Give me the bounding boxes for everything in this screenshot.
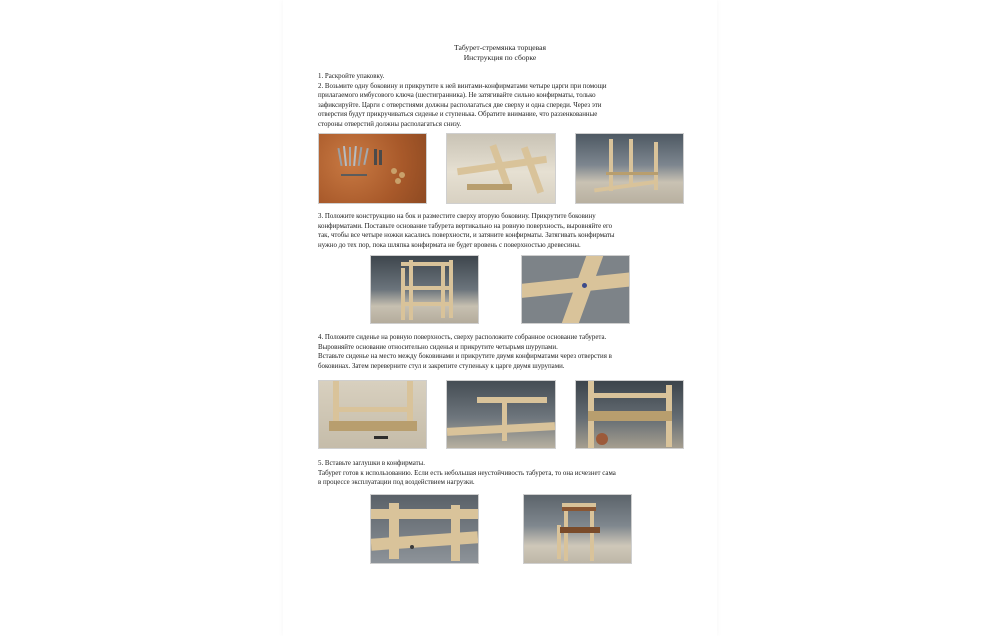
photo-base-assembled: [370, 255, 479, 324]
photo-seat-attach: [318, 380, 427, 449]
text-line: так, чтобы все четыре ножки касались поверхности, и затяните конфирматы. Затягивать конфирматы: [318, 232, 615, 240]
text-line: нужно до тех пор, пока шляпка конфирмата не будет вровень с поверхностью древесины.: [318, 241, 581, 249]
photo-side-with-rails: [446, 133, 556, 204]
text-line: зафиксируйте. Царги с отверстиями должны располагаться две сверху и одна спереди. Через эти: [318, 101, 602, 109]
text-line: в процессе эксплуатации под воздействием нагрузки.: [318, 479, 475, 487]
step-3-text: [318, 212, 688, 250]
text-line: Вставьте сиденье на место между боковинами и прикрутите двумя конфирматами через отверстия в: [318, 353, 612, 361]
text-line: боковинах. Затем переверните стул и закрепите ступеньку к царге двумя шурупами.: [318, 362, 565, 370]
text-line: стороны отверстий должны располагаться снизу.: [318, 120, 462, 128]
instruction-page: [283, 0, 717, 636]
text-line: 1. Раскройте упаковку.: [318, 73, 385, 80]
text-line: 2. Возьмите одну боковину и прикрутите к ней винтами-конфирматами четыре царги при помощи: [318, 82, 607, 90]
step-4-text: [318, 333, 688, 371]
text-line: прилагаемого имбусового ключа (шестигранника). Не затягивайте сильно конфирматы, только: [318, 92, 596, 100]
title-line-1: Табурет-стремянка торцевая: [454, 43, 546, 52]
text-line: 5. Вставьте заглушки в конфирматы.: [318, 460, 425, 467]
photo-frame-standing: [575, 133, 684, 204]
step-1-2-text: [318, 72, 688, 130]
text-line: конфирматами. Поставьте основание табурета вертикально на ровную поверхность, выровняйте его: [318, 222, 613, 230]
text-line: отверстия будут прикручиваться сиденье и ступенька. Обратите внимание, что раззенкованные: [318, 111, 598, 119]
document-title: [283, 43, 717, 63]
text-line: 4. Положите сиденье на ровную поверхность, сверху расположите собранное основание табурета.: [318, 334, 607, 341]
photo-caps-inserted: [370, 494, 479, 564]
photo-step-attach: [575, 380, 684, 449]
text-line: 3. Положите конструкцию на бок и разместите сверху вторую боковину. Прикрутите боковину: [318, 213, 596, 220]
text-line: Выровняйте основание относительно сиденья и прикрутите четырьмя шурупами.: [318, 343, 558, 351]
photo-hardware-parts: [318, 133, 427, 204]
photo-finished-stool: [523, 494, 632, 564]
title-line-2: Инструкция по сборке: [463, 53, 537, 62]
text-line: Табурет готов к использованию. Если есть небольшая неустойчивость табурета, то она исчезнет сама: [318, 469, 616, 477]
step-5-text: [318, 459, 688, 488]
photo-seat-between-sides: [446, 380, 556, 449]
photo-confirmat-joint: [521, 255, 630, 324]
